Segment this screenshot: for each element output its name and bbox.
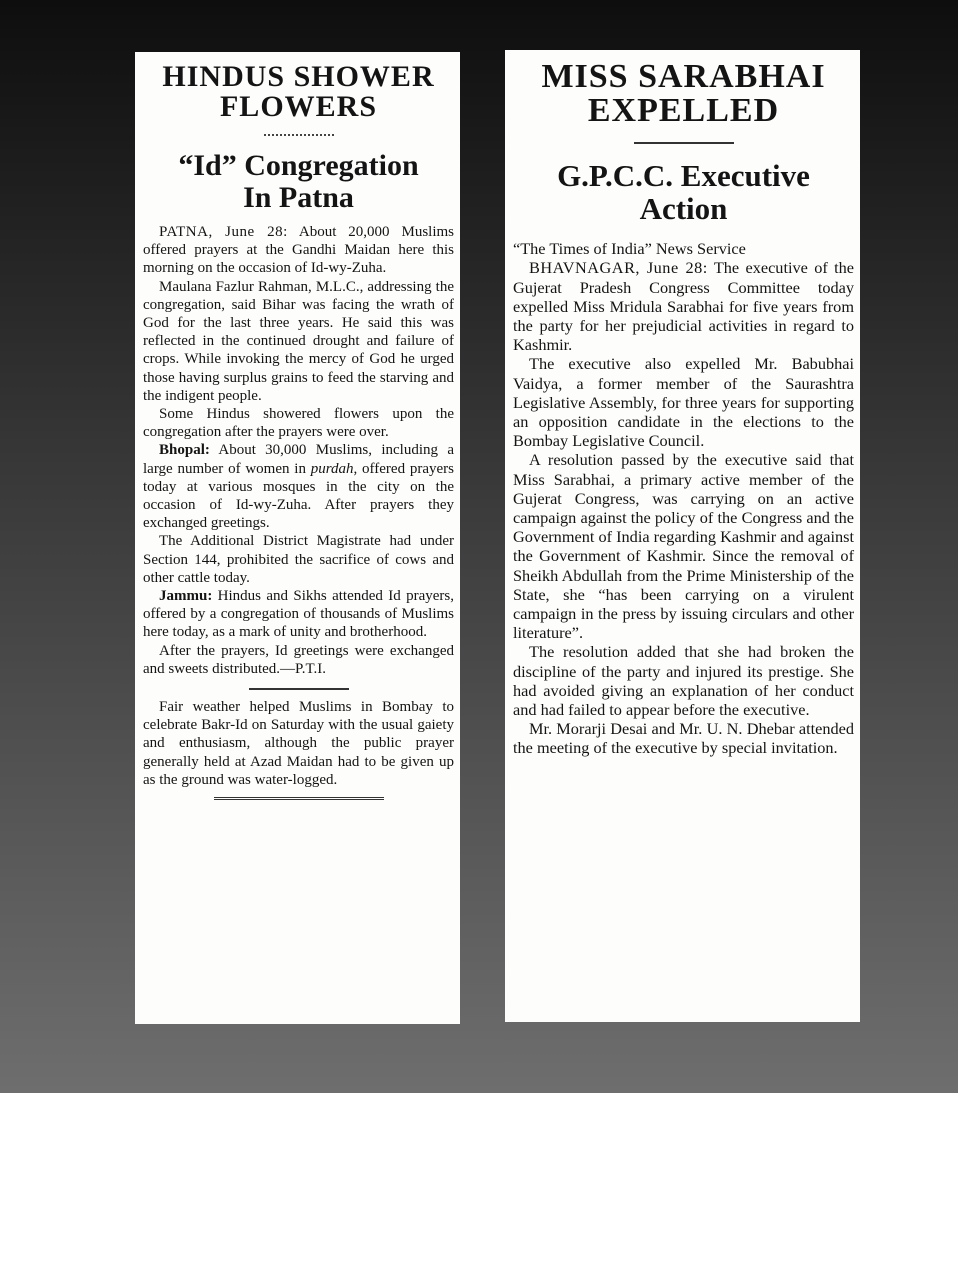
right-paragraph-3: A resolution passed by the executive said that Miss Sarabhai, a primary active member of the Gujerat Congress, was carrying on an active campaign against the policy of the Congress and the Government of India regarding Kashmir and against the Government of Kashmir. Since the removal of Sheikh Abdullah from the Prime Ministership of the State, she “has been carrying on a virulent campaign in the press by issuing circulars and other literature”. [513, 450, 854, 643]
left-headline-line-1: HINDUS SHOWER [162, 60, 435, 93]
news-service-credit: “The Times of India” News Service [513, 239, 746, 259]
left-paragraph-3: Some Hindus showered flowers upon the congregation after the prayers were over. [143, 406, 454, 441]
left-end-rule [214, 797, 384, 800]
left-dateline: PATNA, June 28: [159, 224, 288, 240]
right-news-clipping [505, 50, 860, 1022]
left-news-clipping [135, 52, 460, 1024]
left-paragraph-4 [143, 441, 454, 532]
right-article-body [513, 239, 854, 757]
left-subhead-line-1: “Id” Congregation [178, 149, 419, 182]
left-paragraph-4-post: , offered prayers today at various mosques in the city on the occasion of Id-wy-Zuha. After prayers they exchanged greetings. [143, 460, 454, 532]
right-headline-divider [634, 142, 734, 144]
left-subhead [143, 150, 454, 213]
left-paragraph-1-text: About 20,000 Muslims offered prayers at the Gandhi Maidan here this morning on the occasion of Id-wy-Zuha. [143, 224, 454, 277]
left-bombay-note: Fair weather helped Muslims in Bombay to celebrate Bakr-Id on Saturday with the usual gaiety and enthusiasm, although the public prayer generally held at Azad Maidan had to be given up as the ground was water-logged. [143, 699, 454, 788]
left-subhead-line-2: In Patna [243, 180, 354, 214]
right-paragraph-1 [513, 258, 854, 354]
left-headline-line-2: FLOWERS [219, 90, 378, 123]
left-paragraph-6-text: Hindus and Sikhs attended Id prayers, offered by a congregation of thousands of Muslims here today, as a mark of unity and brotherhood. [143, 588, 454, 641]
left-section-divider [249, 688, 349, 690]
right-paragraph-4: The resolution added that she had broken the discipline of the party and injured its prestige. She had avoided giving an explanation of her conduct and had failed to appear before the executive. [513, 642, 854, 719]
right-headline [513, 60, 854, 128]
left-paragraph-7: After the prayers, Id greetings were exchanged and sweets distributed.—P.T.I. [143, 642, 454, 677]
left-paragraph-4-italic: purdah [310, 460, 354, 477]
right-dateline: BHAVNAGAR, June 28: [529, 258, 708, 278]
left-paragraph-5: The Additional District Magistrate had under Section 144, prohibited the sacrifice of cows and other cattle today. [143, 533, 454, 586]
left-paragraph-6 [143, 587, 454, 642]
right-headline-line-1: MISS SARABHAI [541, 58, 826, 95]
right-subhead-line-2: Action [639, 190, 728, 226]
place-jammu: Jammu: [159, 588, 213, 605]
right-subhead [513, 160, 854, 225]
left-headline-divider [264, 134, 334, 136]
left-paragraph-2: Maulana Fazlur Rahman, M.L.C., addressing the congregation, said Bihar was facing the wrath of God for the last three years. He said this was reflected in the continued drought and failure of crops. While invoking the mercy of God he urged those having surplus grains to feed the starving and the indigent people. [143, 278, 454, 404]
left-headline [143, 62, 454, 122]
left-paragraph-1 [143, 223, 454, 278]
left-article-body [143, 223, 454, 800]
place-bhopal: Bhopal: [159, 442, 210, 459]
left-paragraph-4-pre: About 30,000 Muslims, including a large number of women in [143, 442, 454, 477]
right-headline-line-2: EXPELLED [587, 92, 780, 129]
right-paragraph-5: Mr. Morarji Desai and Mr. U. N. Dhebar attended the meeting of the executive by special invitation. [513, 719, 854, 758]
right-paragraph-2: The executive also expelled Mr. Babubhai Vaidya, a former member of the Saurashtra Legislative Assembly, for three years for supporting an opposition candidate in the elections to the Bombay Legislative Council. [513, 354, 854, 451]
right-subhead-line-1: G.P.C.C. Executive [557, 158, 810, 193]
right-paragraph-1-text: The executive of the Gujerat Pradesh Congress Committee today expelled Miss Mridula Sarabhai for five years from the party for her prejudicial activities in regard to Kashmir. [513, 258, 854, 355]
